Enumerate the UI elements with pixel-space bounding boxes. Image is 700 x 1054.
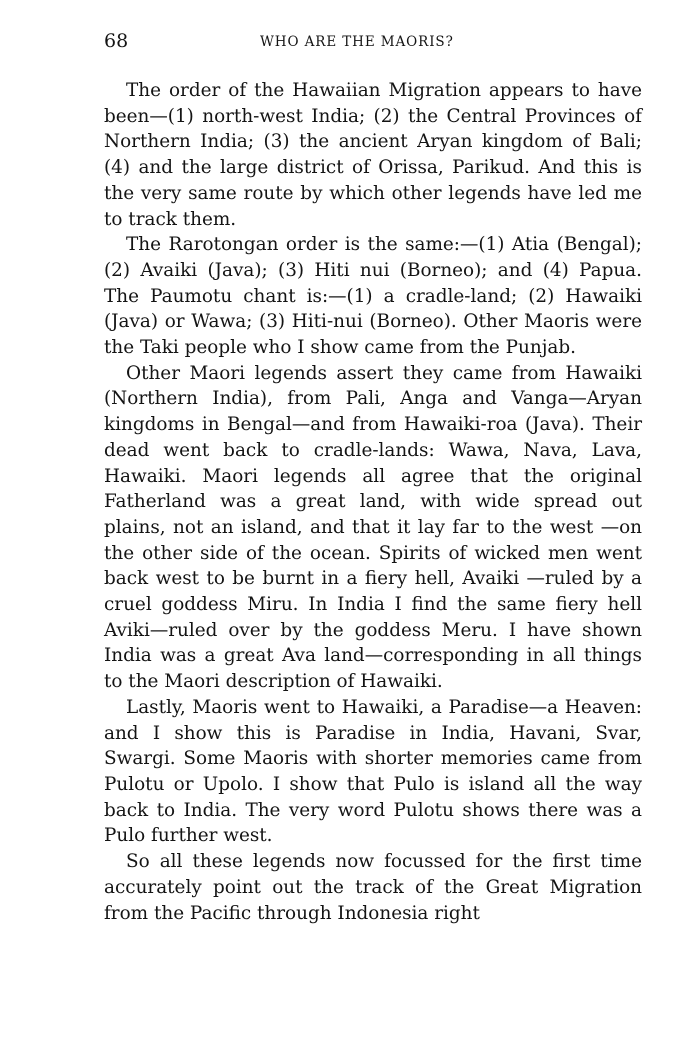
body-text [104, 78, 642, 926]
page-number: 68 [104, 30, 129, 52]
paragraph-maori-legends: Other Maori legends assert they came from Hawaiki (Northern India), from Pali, Anga and Vanga—Aryan kingdoms in Bengal—and from Hawaiki-roa (Java). Their dead went back to cradle-lands: Wawa, Nava, Lava, Hawaiki. Maori legends all agree that the original Fatherland was a great land, with wide spread out plains, not an island, and that it lay far to the west —on the other side of the ocean. Spirits of wicked men went back west to be burnt in a fiery hell, Avaiki —ruled by a cruel goddess Miru. In India I find the same fiery hell Aviki—ruled over by the goddess Meru. I have shown India was a great Ava land—corresponding in all things to the Maori description of Hawaiki. [104, 362, 642, 693]
paragraph-hawaiian-migration: The order of the Hawaiian Migration appears to have been—(1) north-west India; (2) the Central Provinces of Northern India; (3) the ancient Aryan kingdom of Bali; (4) and the large district of Orissa, Parikud. And this is the very same route by which other legends have led me to track them. [104, 80, 642, 230]
paragraph-paradise: Lastly, Maoris went to Hawaiki, a Paradise—a Heaven: and I show this is Paradise in India, Havani, Svar, Swargi. Some Maoris with shorter memories came from Pulotu or Upolo. I show that Pulo is island all the way back to India. The very word Pulotu shows there was a Pulo further west. [104, 696, 642, 847]
book-page [104, 30, 642, 926]
page-header [104, 30, 642, 56]
paragraph-rarotongan-order: The Rarotongan order is the same:—(1) Atia (Bengal); (2) Avaiki (Java); (3) Hiti nui (Borneo); and (4) Papua. The Paumotu chant is:—(1) a cradle-land; (2) Hawaiki (Java) or Wawa; (3) Hiti-nui (Borneo). Other Maoris were the Taki people who I show came from the Punjab. [104, 234, 642, 359]
paragraph-great-migration: So all these legends now focussed for the first time accurately point out the track of the Great Migration from the Pacific through Indonesia right [104, 851, 642, 924]
running-title: WHO ARE THE MAORIS? [260, 34, 454, 50]
